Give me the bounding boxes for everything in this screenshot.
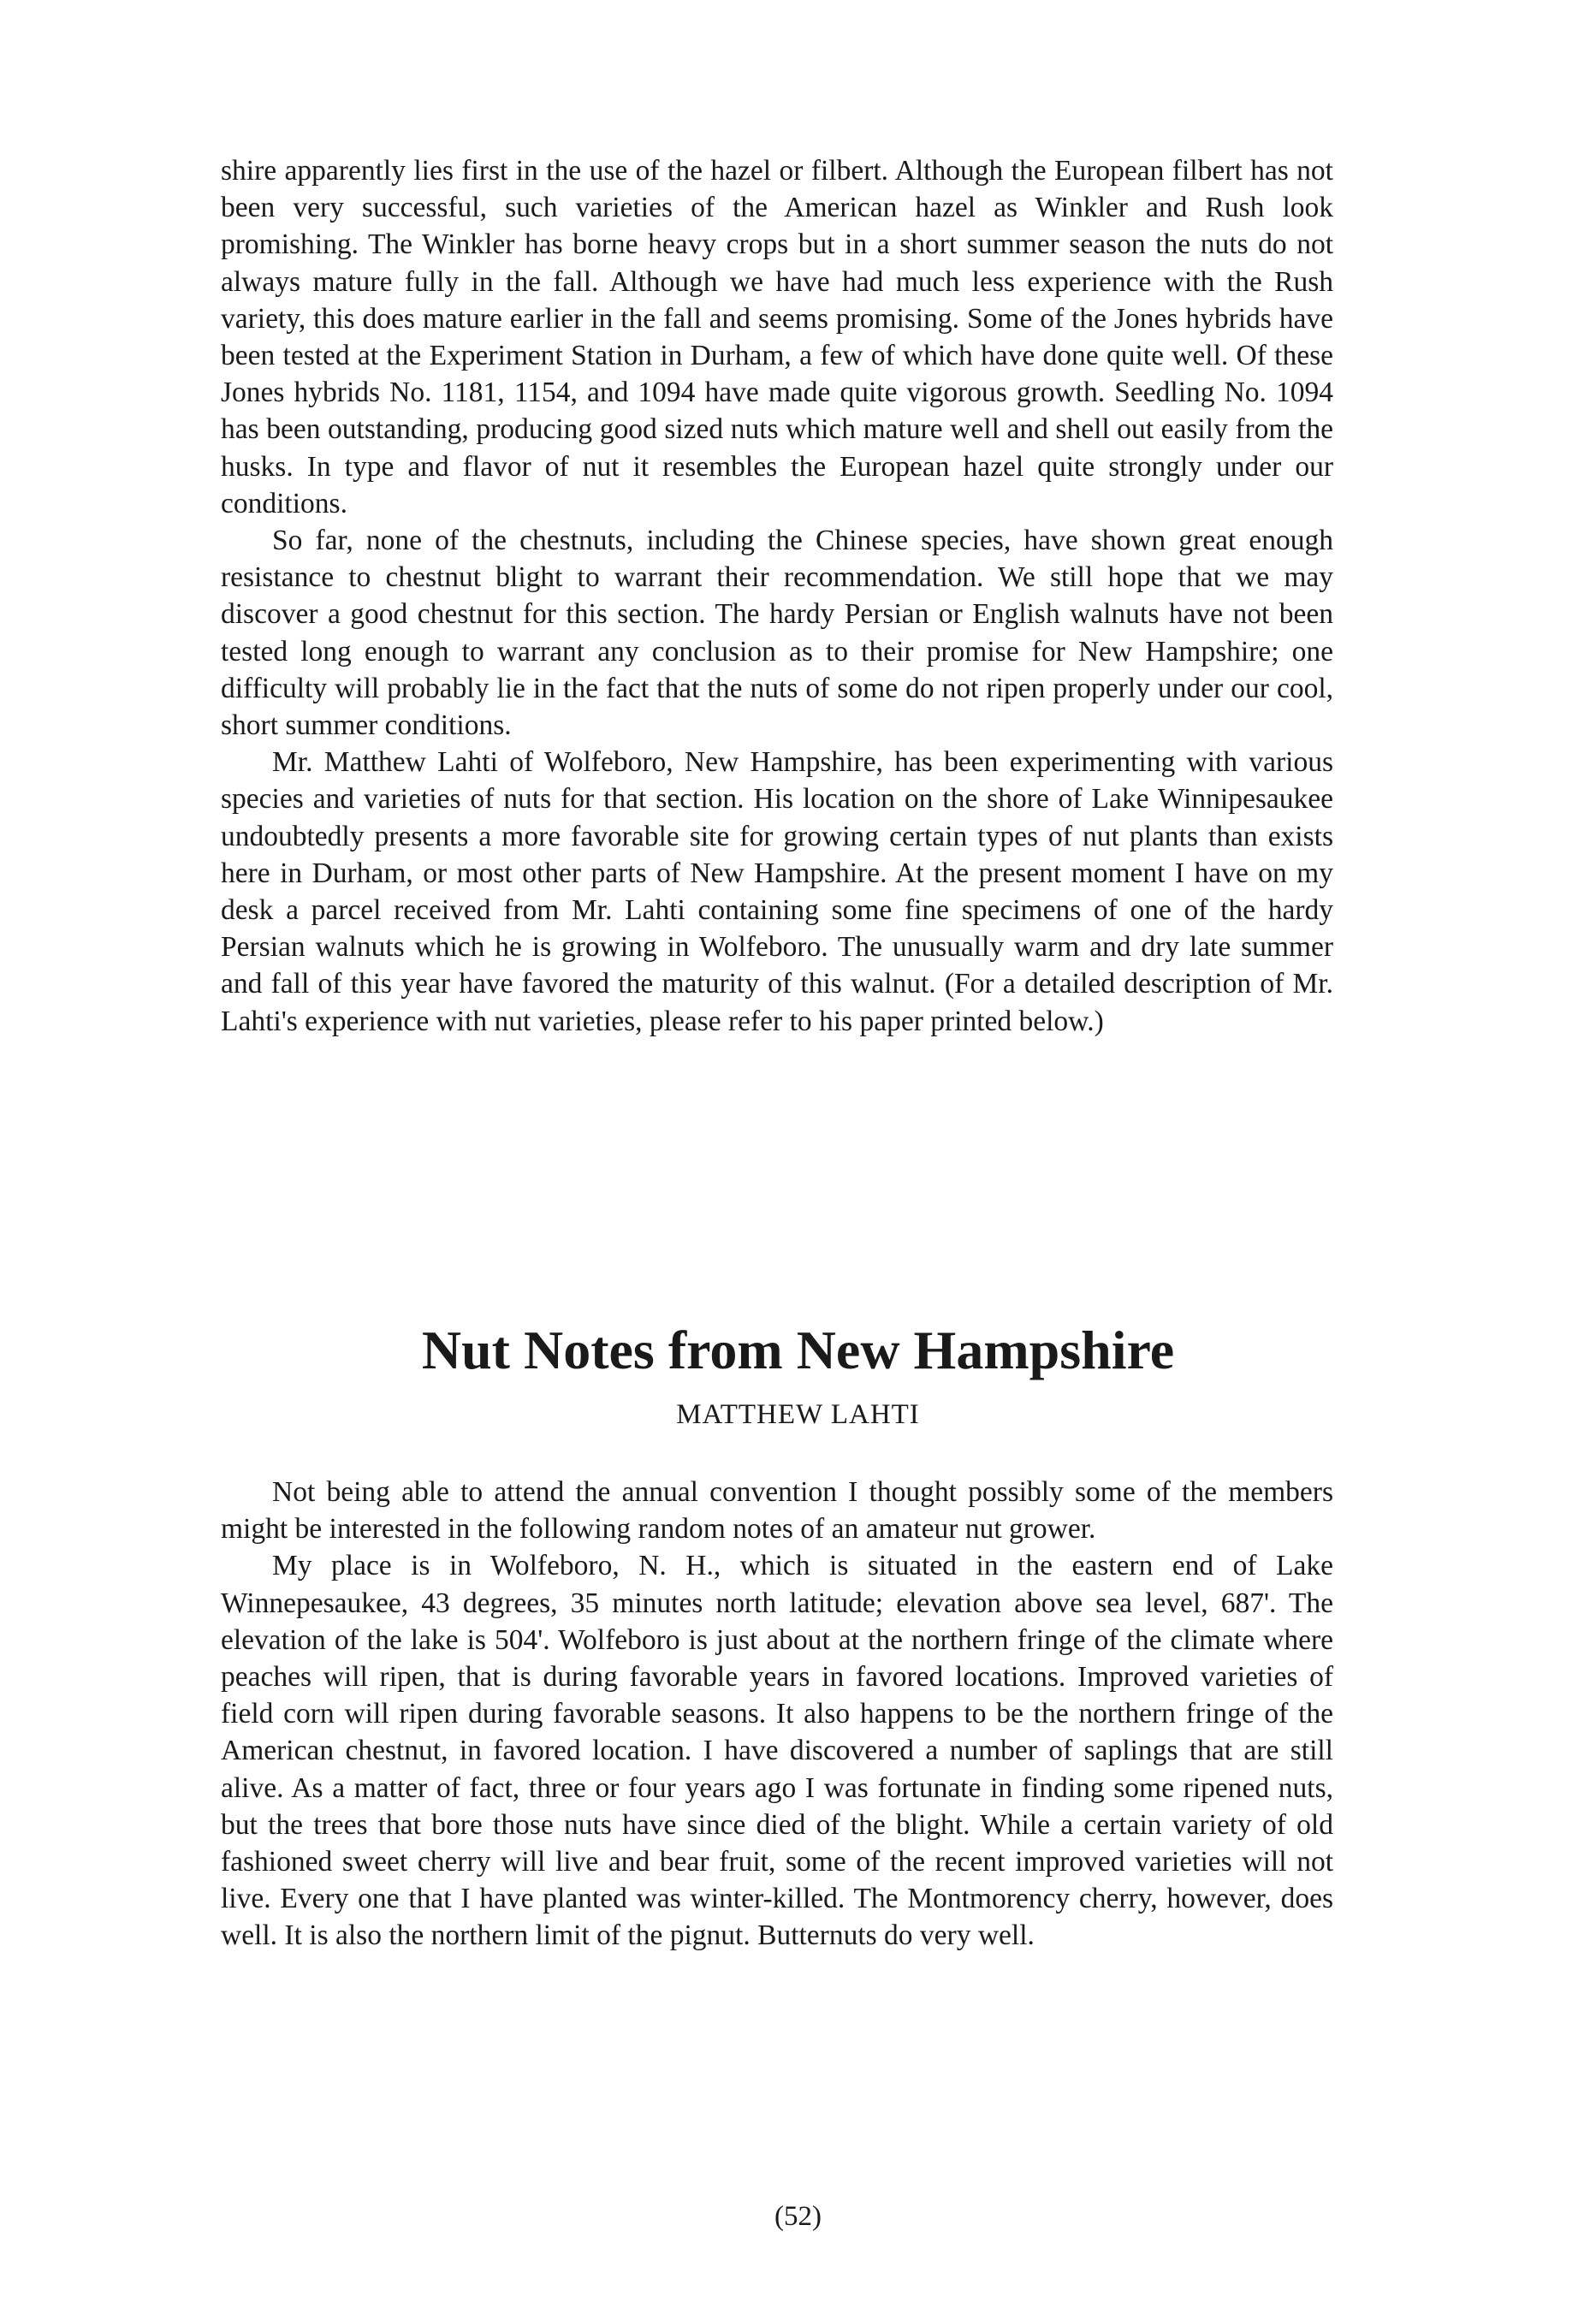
paragraph-hazel-filbert: shire apparently lies first in the use of the hazel or filbert. Although the European filbert has not been very successful, such varieties of the American hazel as Winkler and Rush look promishing. The Winkler has borne heavy crops but in a short summer season the nuts do not always mature fully in the fall. Although we have had much less experience with the Rush variety, this does mature earlier in the fall and seems promising. Some of the Jones hybrids have been tested at the Experiment Station in Durham, a few of which have done quite well. Of these Jones hybrids No. 1181, 1154, and 1094 have made quite vigorous growth. Seedling No. 1094 has been outstanding, producing good sized nuts which mature well and shell out easily from the husks. In type and flavor of nut it resembles the European hazel quite strongly under our conditions. [221, 155, 1333, 519]
intro-text-block [221, 152, 1333, 1040]
paragraph-chestnuts-walnuts: So far, none of the chestnuts, including the Chinese species, have shown great enough resistance to chestnut blight to warrant their recommendation. We still hope that we may discover a good chestnut for this section. The hardy Persian or English walnuts have not been tested long enough to warrant any conclusion as to their promise for New Hampshire; one difficulty will probably lie in the fact that the nuts of some do not ripen properly under our cool, short summer conditions. [221, 525, 1333, 742]
article-body [221, 1474, 1333, 1955]
paragraph-wolfeboro: My place is in Wolfeboro, N. H., which is situated in the eastern end of Lake Winnepesaukee, 43 degrees, 35 minutes north latitude; elevation above sea level, 687'. The elevation of the lake is 504'. Wolfeboro is just about at the northern fringe of the climate where peaches will ripen, that is during favorable years in favored locations. Improved varieties of field corn will ripen during favorable seasons. It also happens to be the northern fringe of the American chestnut, in favored location. I have discovered a number of saplings that are still alive. As a matter of fact, three or four years ago I was fortunate in finding some ripened nuts, but the trees that bore those nuts have since died of the blight. While a certain variety of old fashioned sweet cherry will live and bear fruit, some of the recent improved varieties will not live. Every one that I have planted was winter-killed. The Montmorency cherry, however, does well. It is also the northern limit of the pignut. Butternuts do very well. [221, 1550, 1333, 1952]
paragraph-matthew-lahti: Mr. Matthew Lahti of Wolfeboro, New Hampshire, has been experimenting with various species and varieties of nuts for that section. His location on the shore of Lake Winnipesaukee undoubtedly presents a more favorable site for growing certain types of nut plants than exists here in Durham, or most other parts of New Hampshire. At the present moment I have on my desk a parcel received from Mr. Lahti containing some fine specimens of one of the hardy Persian walnuts which he is growing in Wolfeboro. The unusually warm and dry late summer and fall of this year have favored the maturity of this walnut. (For a detailed description of Mr. Lahti's experience with nut varieties, please refer to his paper printed below.) [221, 746, 1333, 1037]
page-number: (52) [774, 2201, 822, 2232]
article-author: MATTHEW LAHTI [676, 1399, 920, 1430]
paragraph-convention: Not being able to attend the annual convention I thought possibly some of the members might be interested in the following random notes of an amateur nut grower. [221, 1476, 1333, 1546]
article-title: Nut Notes from New Hampshire [421, 1320, 1175, 1380]
